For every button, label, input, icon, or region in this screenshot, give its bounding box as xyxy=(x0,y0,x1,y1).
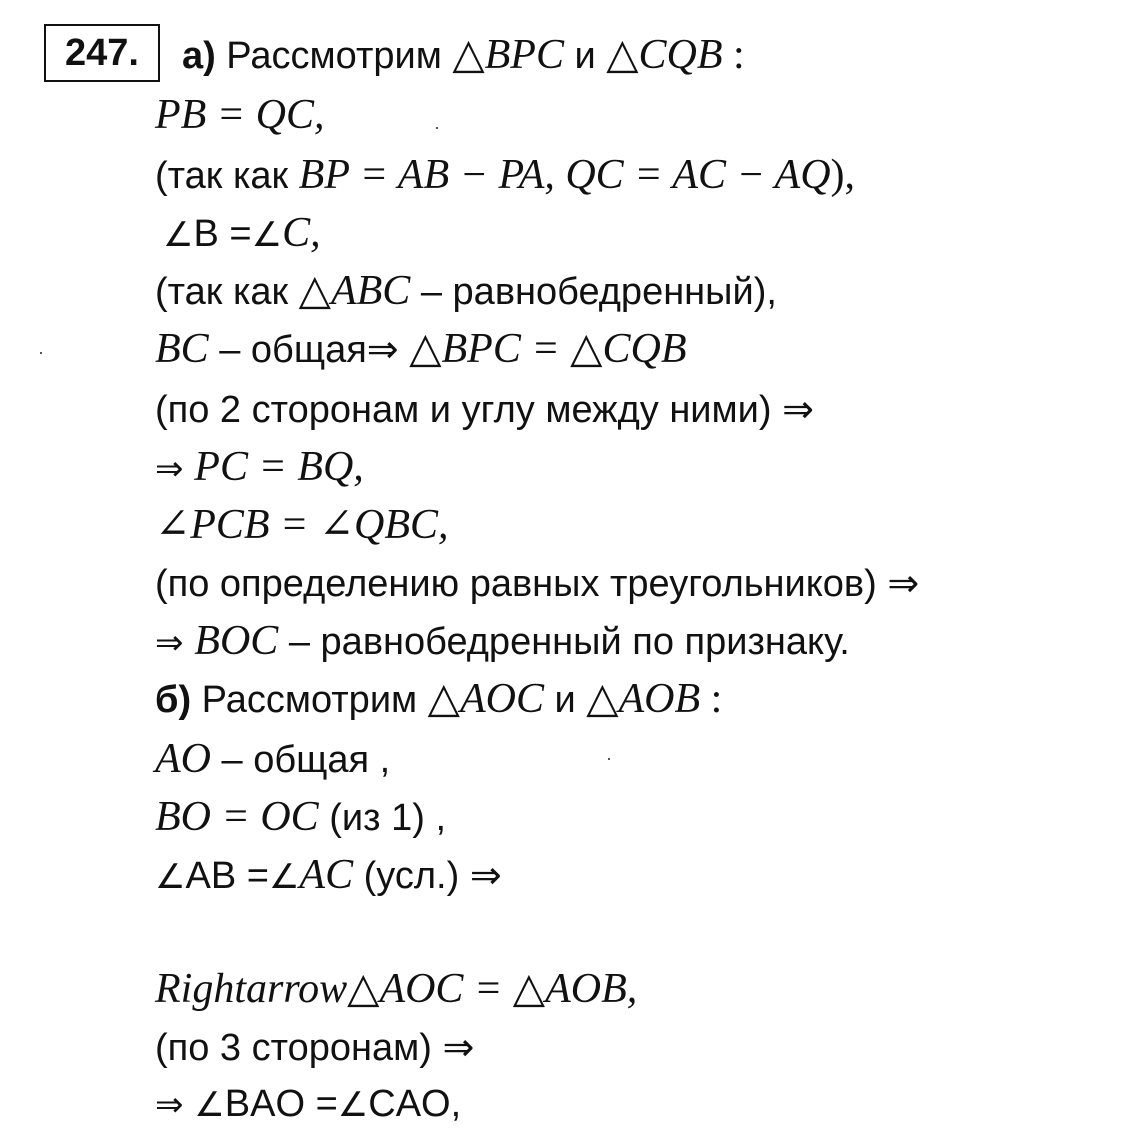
math-pc-bq: PC = BQ, xyxy=(194,444,364,490)
part-a-label: а) xyxy=(182,35,216,77)
math-c: C, xyxy=(282,210,321,256)
text-angle-b: B = xyxy=(193,213,252,255)
line-bo-oc xyxy=(155,792,446,843)
math-bp-qc: BP = AB − PA, QC = AC − AQ xyxy=(298,152,831,198)
part-a-colon: : xyxy=(733,32,745,78)
angle-symbol: ∠ xyxy=(155,857,186,897)
text-bao: BAO = xyxy=(224,1083,338,1125)
math-bc: BC xyxy=(155,326,209,372)
text-sas: (по 2 сторонам и углу между ними) ⇒ xyxy=(155,389,814,431)
angle-symbol: ∠ xyxy=(163,215,194,255)
line-aoc-aob xyxy=(155,964,637,1014)
text-since-2: (так как xyxy=(155,271,289,313)
part-b-header xyxy=(155,674,722,725)
text-common: – общая⇒ xyxy=(208,329,410,371)
line-bao-cao xyxy=(155,1078,461,1130)
line-abc-isosceles xyxy=(155,266,777,317)
math-ac: AC xyxy=(299,852,354,898)
line-sss xyxy=(155,1022,474,1073)
text-boc-isosceles: – равнобедренный по признаку. xyxy=(278,621,850,663)
line-boc-isosceles xyxy=(155,616,850,668)
triangle-cqb: △CQB xyxy=(606,32,723,78)
line-ao-common xyxy=(155,734,390,785)
scan-speck xyxy=(608,758,610,760)
part-b-consider: Рассмотрим xyxy=(201,679,418,721)
line-pb-qc xyxy=(155,90,325,140)
line-angle-ab-ac xyxy=(155,850,502,902)
text-cao: CAO, xyxy=(368,1083,462,1125)
line-pcb-qbc xyxy=(155,500,449,550)
line-bc-common xyxy=(155,324,686,375)
scan-speck xyxy=(40,352,42,354)
text-sss: (по 3 сторонам) ⇒ xyxy=(155,1027,475,1069)
text-isosceles: – равнобедренный), xyxy=(410,271,777,313)
text-angle-ab: AB = xyxy=(185,855,269,897)
part-a-header xyxy=(182,30,745,81)
scan-speck xyxy=(436,127,438,129)
math-ao: AO xyxy=(155,736,211,782)
text-condition: (усл.) ⇒ xyxy=(353,855,502,897)
line-since-bp xyxy=(155,150,855,201)
math-boc: BOC xyxy=(194,618,279,664)
line-pc-bq xyxy=(155,442,364,494)
angle-symbol: ∠ xyxy=(251,215,283,255)
text-since-1: (так как xyxy=(155,155,289,197)
text-definition: (по определению равных треугольников) ⇒ xyxy=(155,563,920,605)
text-close-1: ), xyxy=(830,152,856,198)
line-angle-b-c xyxy=(163,208,321,260)
triangle-bpc: △BPC xyxy=(452,32,564,78)
part-b-and: и xyxy=(554,679,576,721)
triangle-aoc: △AOC xyxy=(427,676,544,722)
implies-symbol: ⇒ xyxy=(155,449,195,489)
text-from-1: (из 1) , xyxy=(318,797,447,839)
math-pb-qc: PB = QC, xyxy=(155,92,325,138)
part-a-and: и xyxy=(574,35,596,77)
implies-symbol: ⇒ xyxy=(155,1085,195,1125)
triangle-abc: △ABC xyxy=(298,268,411,314)
math-pcb-qbc: ∠PCB = ∠QBC, xyxy=(155,502,449,548)
math-aoc-eq-aob: Rightarrow△AOC = △AOB, xyxy=(155,966,638,1012)
math-bo-oc: BO = OC xyxy=(155,794,319,840)
line-sas xyxy=(155,384,814,435)
angle-symbol: ∠ xyxy=(194,1085,225,1125)
problem-number-box: 247. xyxy=(44,24,160,82)
triangle-aob: △AOB xyxy=(586,676,701,722)
line-definition xyxy=(155,558,919,609)
implies-symbol: ⇒ xyxy=(155,623,195,663)
part-b-label: б) xyxy=(155,679,192,721)
text-ao-common: – общая , xyxy=(211,739,391,781)
part-b-colon: : xyxy=(710,676,723,722)
angle-symbol: ∠ xyxy=(337,1085,369,1125)
part-a-consider: Рассмотрим xyxy=(226,35,442,77)
angle-symbol: ∠ xyxy=(268,857,300,897)
math-bpc-eq-cqb: △BPC = △CQB xyxy=(409,326,687,372)
